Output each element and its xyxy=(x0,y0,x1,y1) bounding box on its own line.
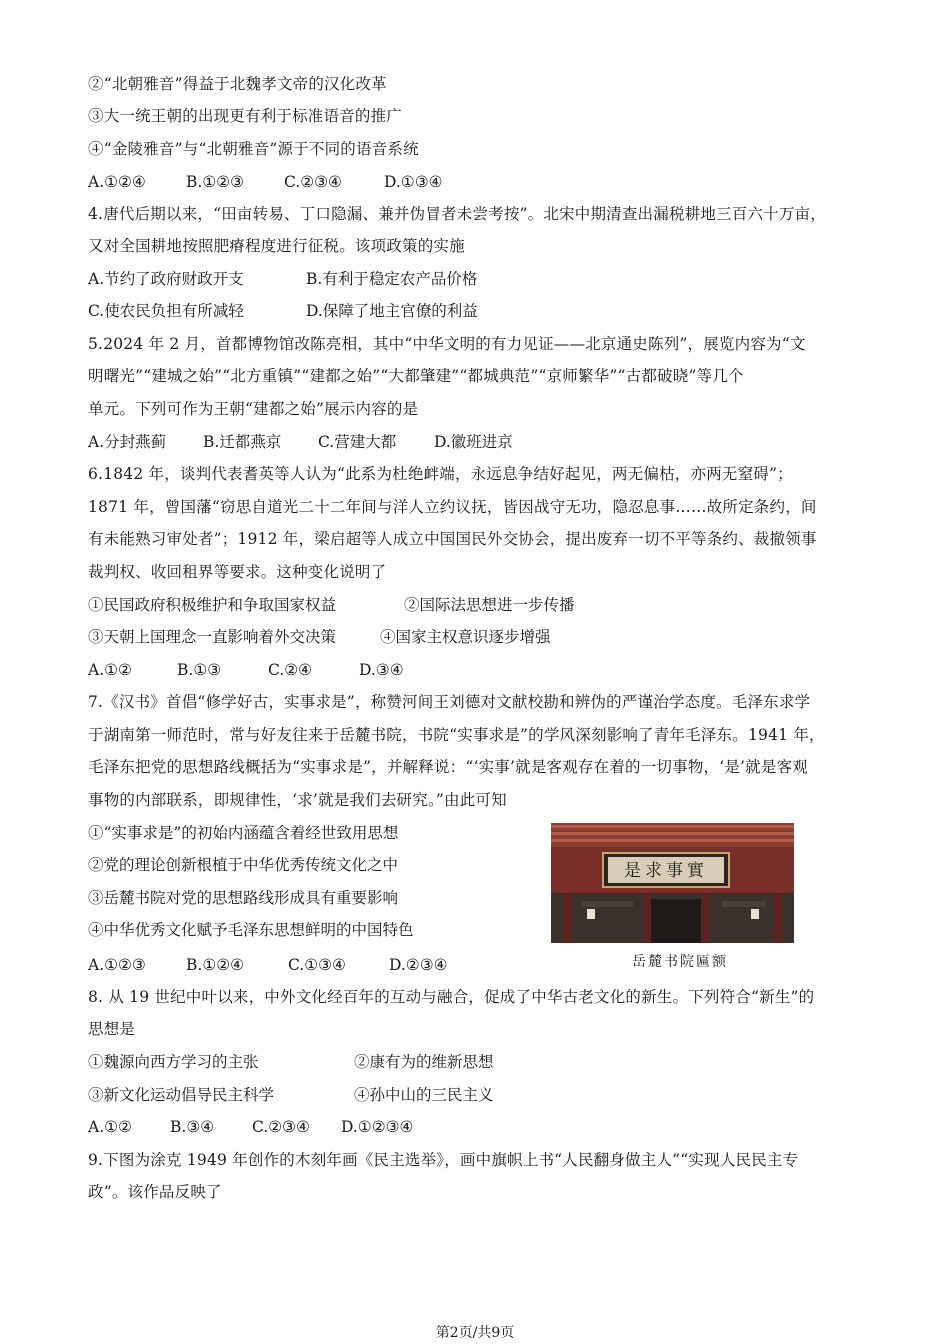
q6-option-b: B.①③ xyxy=(177,661,222,679)
q8-stem-line-2: 思想是 xyxy=(88,1020,136,1038)
statement-4: ④“金陵雅音”与“北朝雅音”源于不同的语音系统 xyxy=(88,140,419,158)
q8-statement-3: ③新文化运动倡导民主科学 xyxy=(88,1086,275,1104)
q8-option-b: B.③④ xyxy=(170,1118,215,1136)
q3-option-d: D.①③④ xyxy=(384,173,443,191)
q8-statement-2: ②康有为的维新思想 xyxy=(354,1053,494,1071)
q7-stem-line-3: 毛泽东把党的思想路线概括为“实事求是”，并解释说：“‘实事’就是客观存在着的一切事物，‘是’就是客观 xyxy=(88,758,808,776)
q6-statement-1: ①民国政府积极维护和争取国家权益 xyxy=(88,596,337,614)
q6-option-a: A.①② xyxy=(88,661,132,679)
q4-stem-line-1: 4.唐代后期以来，“田亩转易、丁口隐漏、兼并伪冒者未尝考按”。北宋中期清查出漏税耕地三百六十万亩， xyxy=(88,205,826,223)
q5-stem-line-2: 明曙光”“建城之始”“北方重镇”“建都之始”“大都肇建”“都城典范”“京师繁华”“古都破晓”等几个 xyxy=(88,367,744,385)
q4-option-c: C.使农民负担有所减轻 xyxy=(88,302,244,320)
q6-stem-line-4: 裁判权、收回租界等要求。这种变化说明了 xyxy=(88,563,387,581)
figure-caption: 岳麓书院匾额 xyxy=(632,954,728,970)
q7-stem-line-2: 于湖南第一师范时，常与好友往来于岳麓书院，书院“实事求是”的学风深刻影响了青年毛泽东。1941 年， xyxy=(88,726,825,744)
q8-statement-1: ①魏源向西方学习的主张 xyxy=(88,1053,259,1071)
q6-stem-line-1: 6.1842 年，谈判代表耆英等人认为“此系为杜绝衅端，永远息争结好起见，两无偏枯，亦两无窒碍”； xyxy=(88,465,793,483)
q6-stem-line-2: 1871 年，曾国藩“窃思自道光二十二年间与洋人立约议抚，皆因战守无功，隐忍息事……故所定条约，间 xyxy=(88,498,817,516)
q7-statement-3: ③岳麓书院对党的思想路线形成具有重要影响 xyxy=(88,889,399,907)
q7-option-d: D.②③④ xyxy=(389,956,448,974)
statement-3: ③大一统王朝的出现更有利于标准语音的推广 xyxy=(88,107,403,125)
q6-statement-2: ②国际法思想进一步传播 xyxy=(404,596,575,614)
page-number: 第2页/共9页 xyxy=(435,1325,515,1341)
q5-option-b: B.迁都燕京 xyxy=(203,433,282,451)
q5-stem-line-3: 单元。下列可作为王朝“建都之始”展示内容的是 xyxy=(88,400,419,418)
q3-option-b: B.①②③ xyxy=(186,173,245,191)
q5-option-a: A.分封燕蓟 xyxy=(88,433,167,451)
q5-option-c: C.营建大都 xyxy=(318,433,397,451)
q7-option-a: A.①②③ xyxy=(88,956,146,974)
q7-option-b: B.①②④ xyxy=(186,956,245,974)
q3-option-c: C.②③④ xyxy=(284,173,342,191)
q7-statement-4: ④中华优秀文化赋予毛泽东思想鲜明的中国特色 xyxy=(88,921,414,939)
q8-option-a: A.①② xyxy=(88,1118,132,1136)
q6-statement-4: ④国家主权意识逐步增强 xyxy=(380,628,551,646)
q3-option-a: A.①②④ xyxy=(88,173,146,191)
q4-option-a: A.节约了政府财政开支 xyxy=(88,270,244,288)
q7-statement-1: ①“实事求是”的初始内涵蕴含着经世致用思想 xyxy=(88,824,399,842)
statement-2: ②“北朝雅音”得益于北魏孝文帝的汉化改革 xyxy=(88,75,387,93)
q4-stem-line-2: 又对全国耕地按照肥瘠程度进行征税。该项政策的实施 xyxy=(88,237,465,255)
q8-stem-line-1: 8. 从 19 世纪中叶以来，中外文化经百年的互动与融合，促成了中华古老文化的新生。下列符合“新生”的 xyxy=(88,988,815,1006)
q7-stem-line-4: 事物的内部联系，即规律性，‘求’就是我们去研究。”由此可知 xyxy=(88,791,507,809)
q4-option-d: D.保障了地主官僚的利益 xyxy=(306,302,478,320)
q9-stem-line-2: 政”。该作品反映了 xyxy=(88,1183,222,1201)
q7-option-c: C.①③④ xyxy=(288,956,346,974)
q7-statement-2: ②党的理论创新根植于中华优秀传统文化之中 xyxy=(88,856,399,874)
q4-option-b: B.有利于稳定农产品价格 xyxy=(306,270,478,288)
q8-statement-4: ④孙中山的三民主义 xyxy=(354,1086,494,1104)
q6-option-d: D.③④ xyxy=(359,661,404,679)
yuelu-academy-plaque-photo xyxy=(551,823,794,943)
q6-option-c: C.②④ xyxy=(268,661,313,679)
q5-option-d: D.徽班进京 xyxy=(434,433,513,451)
q7-stem-line-1: 7.《汉书》首倡“修学好古，实事求是”，称赞河间王刘德对文献校勘和辨伪的严谨治学态度。毛泽东求学 xyxy=(88,693,811,711)
q6-stem-line-3: 有未能熟习审处者”；1912 年，梁启超等人成立中国国民外交协会，提出废弃一切不平等条约、裁撤领事 xyxy=(88,530,817,548)
q9-stem-line-1: 9.下图为涂克 1949 年创作的木刻年画《民主选举》，画中旗帜上书“人民翻身做主人”“实现人民民主专 xyxy=(88,1151,799,1169)
plaque-inscription: 是求事實 xyxy=(624,861,708,881)
q5-stem-line-1: 5.2024 年 2 月，首都博物馆改陈亮相，其中“中华文明的有力见证——北京通史陈列”，展览内容为“文 xyxy=(88,335,806,353)
q8-option-d: D.①②③④ xyxy=(341,1118,414,1136)
q6-statement-3: ③天朝上国理念一直影响着外交决策 xyxy=(88,628,337,646)
q8-option-c: C.②③④ xyxy=(252,1118,310,1136)
plaque-photo-drawing xyxy=(551,823,794,943)
